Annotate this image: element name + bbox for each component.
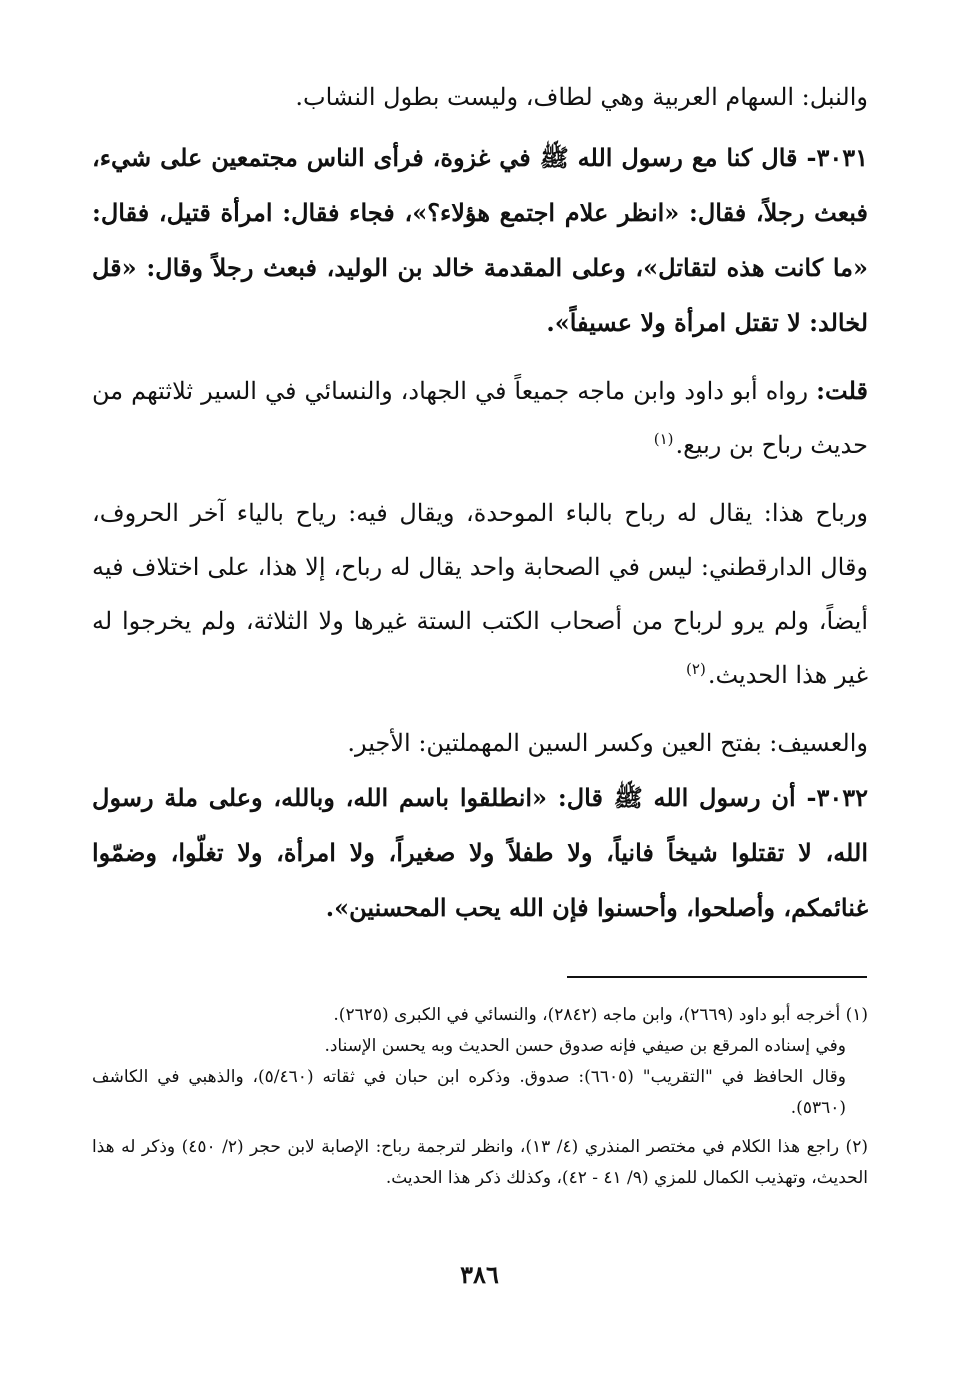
footnote-ref-1[interactable]: (١) <box>653 430 674 448</box>
main-text <box>92 70 868 935</box>
paragraph-asif-definition: والعسيف: بفتح العين وكسر السين المهملتين: الأجير. <box>347 729 868 757</box>
qultu-label: قلت: <box>816 376 868 405</box>
footnote-2: (٢) راجع هذا الكلام في مختصر المنذري (٤/ ١٣)، وانظر لترجمة رباح: الإصابة لابن حجر (٢/ ٤٥٠) وذكر له هذا الحديث، وتهذيب الكمال للمزي (٩/ ٤١ - ٤٢)، وكذلك ذكر هذا الحديث. <box>92 1137 868 1188</box>
footnote-1: (١) أخرجه أبو داود (٢٦٦٩)، وابن ماجه (٢٨٤٢)، والنسائي في الكبرى (٢٦٢٥). <box>333 1005 868 1025</box>
footnote-1-line-2: وفي إسناده المرقع بن صيفي فإنه صدوق حسن الحديث وبه يحسن الإسناد. <box>324 1036 846 1056</box>
hadith-3031: ٣٠٣١- قال كنا مع رسول الله ﷺ في غزوة، فرأى الناس مجتمعين على شيء، فبعث رجلاً، فقال: «انظر علام اجتمع هؤلاء؟»، فجاء فقال: امرأة قتيل، فقال: «ما كانت هذه لتقاتل»، وعلى المقدمة خالد بن الوليد، فبعث رجلاً وقال: «قل لخالد: لا تقتل امرأة ولا عسيفاً». <box>92 143 868 337</box>
paragraph-nabl-definition: والنبل: السهام العربية وهي لطاف، وليست بطول النشاب. <box>295 83 868 111</box>
hadith-3032: ٣٠٣٢- أن رسول الله ﷺ قال: «انطلقوا باسم الله، وبالله، وعلى ملة رسول الله، لا تقتلوا شيخاً فانياً، ولا طفلاً ولا صغيراً، ولا امرأة، ولا تغلّوا، وضمّوا غنائمكم، وأصلحوا، وأحسنوا فإن الله يحب المحسنين». <box>92 783 868 922</box>
page-number: ٣٨٦ <box>460 1260 499 1289</box>
footnote-ref-2[interactable]: (٢) <box>686 660 706 678</box>
rabah-text: ورباح هذا: يقال له رباح بالباء الموحدة، ويقال فيه: رياح بالياء آخر الحروف، وقال الدارقطني: ليس في الصحابة واحد يقال له رباح، إلا هذا، على اختلاف فيه أيضاً، ولم يرو لرباح من أصحاب الكتب الستة غيرها ولا الثلاثة، ولم يخرجوا له غير هذا الحديث. <box>92 499 868 689</box>
footnote-1-line-3: وقال الحافظ في "التقريب" (٦٦٠٥): صدوق. وذكره ابن حبان في ثقاته (٥/٤٦٠)، والذهبي في الكاشف (٥٣٦٠). <box>92 1067 846 1118</box>
paragraph-rabah <box>92 486 868 702</box>
footnotes <box>92 1000 868 1194</box>
paragraph-qultu <box>92 364 868 472</box>
qultu-text: رواه أبو داود وابن ماجه جميعاً في الجهاد، والنسائي في السير ثلاثتهم من حديث رباح بن ربيع. <box>92 377 868 459</box>
footnote-separator <box>567 976 867 978</box>
